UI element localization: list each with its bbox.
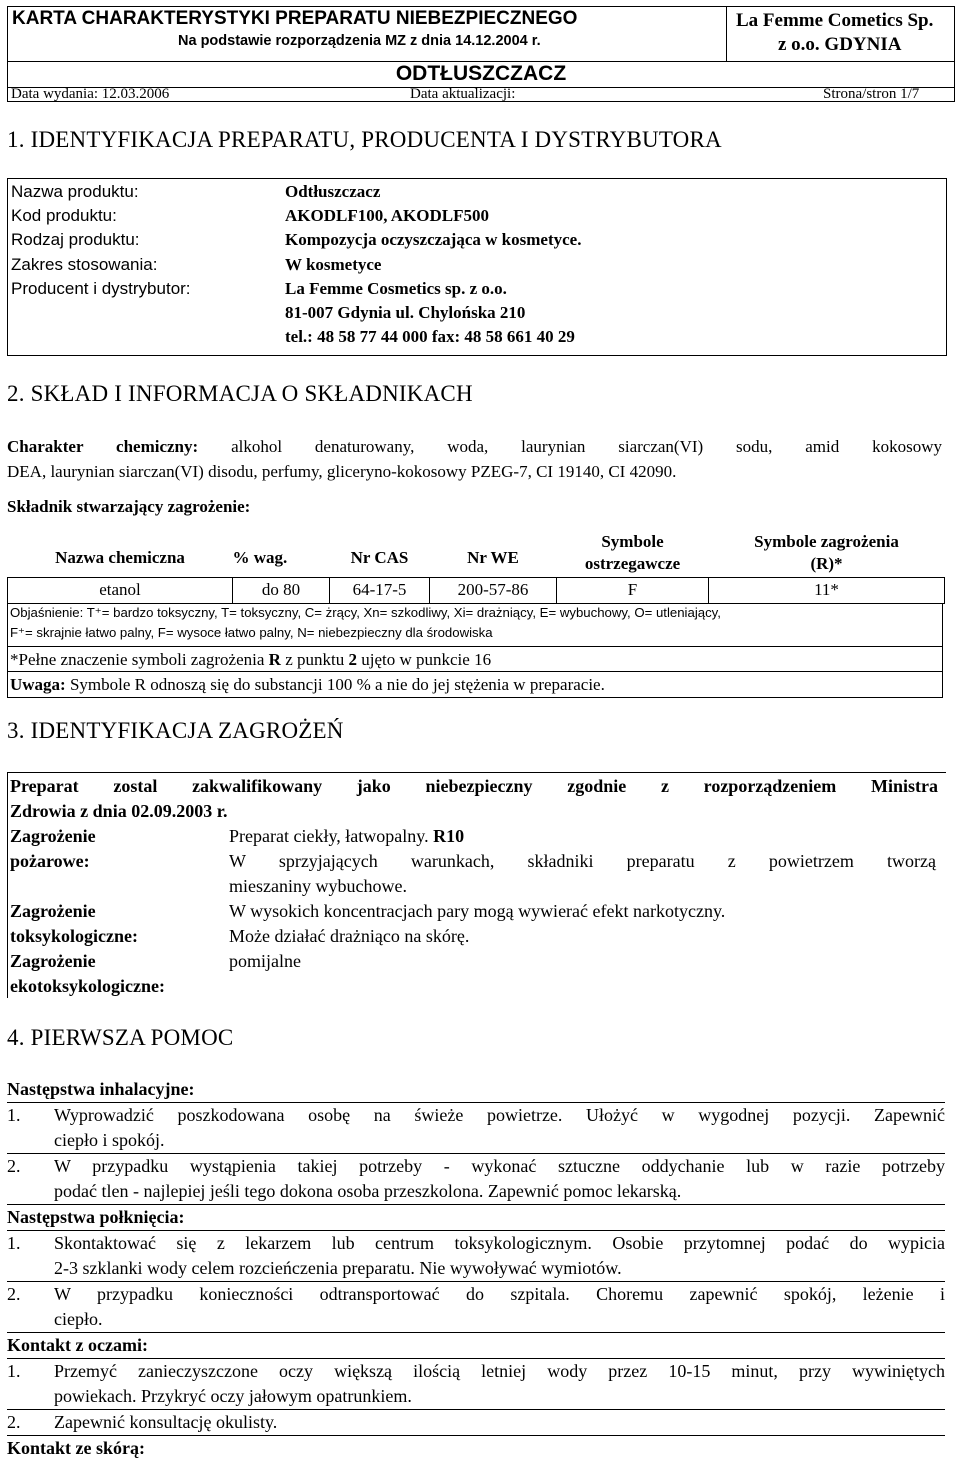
label-product-name: Nazwa produktu: bbox=[11, 182, 139, 201]
list-item: 1. Skontaktować się z lekarzem lub centrum toksykologicznym. Osobie przytomnej podać do wypicia 2-3 szklanki wody celem rozcieńczenia preparatu. Nie wywoływać wymiotów. bbox=[7, 1230, 945, 1281]
warning-text: Symbole R odnoszą się do substancji 100 % a nie do jej stężenia w preparacie. bbox=[65, 675, 605, 694]
product-info-values bbox=[285, 180, 925, 349]
list-item: 2. W przypadku wystąpienia takiej potrzeby - wykonać sztuczne oddychanie lub w razie potrzeby podać tlen - najlepiej jeśli tego dokona osoba przeszkolona. Zapewnić pomoc lekarską. bbox=[7, 1153, 945, 1204]
col-hazard-symbols: Symbole zagrożenia (R)* bbox=[709, 530, 945, 577]
section-1-title: 1. IDENTYFIKACJA PREPARATU, PRODUCENTA I DYSTRYBUTORA bbox=[7, 127, 722, 152]
value-address: 81-007 Gdynia ul. Chylońska 210 bbox=[285, 303, 526, 323]
product-heading: ODTŁUSZCZACZ bbox=[395, 62, 567, 85]
tox-hazard-text: W wysokich koncentracjach pary mogą wywierać efekt narkotyczny. Może działać drażniąco na skórę. bbox=[229, 901, 726, 946]
chemical-character bbox=[7, 434, 942, 484]
chemical-character-text-2: DEA, laurynian siarczan(VI) disodu, perfumy, gliceryno-kokosowy PZEG-7, CI 19140, CI 42090. bbox=[7, 462, 677, 481]
cell-cas: 64-17-5 bbox=[330, 577, 430, 603]
label-product-type: Rodzaj produktu: bbox=[11, 230, 140, 250]
product-info-labels bbox=[11, 180, 271, 301]
value-product-code: AKODLF100, AKODLF500 bbox=[285, 206, 490, 226]
section-4-title: 4. PIERWSZA POMOC bbox=[7, 1025, 234, 1050]
first-aid-box bbox=[7, 1077, 945, 1461]
company-city: z o.o. GDYNIA bbox=[778, 34, 902, 55]
col-cas: Nr CAS bbox=[330, 530, 430, 577]
section-2-title: 2. SKŁAD I INFORMACJA O SKŁADNIKACH bbox=[7, 381, 473, 406]
chemical-character-text-1: alkohol denaturowany, woda, laurynian siarczan(VI) sodu, amid kokosowy bbox=[231, 437, 943, 456]
label-producer: Producent i dystrybutor: bbox=[11, 278, 191, 298]
document-title: KARTA CHARAKTERYSTYKI PREPARATU NIEBEZPIECZNEGO bbox=[12, 8, 578, 29]
fire-hazard-label: Zagrożenie pożarowe: bbox=[10, 826, 96, 871]
col-we: Nr WE bbox=[430, 530, 557, 577]
col-chemical-name: Nazwa chemiczna bbox=[8, 530, 233, 577]
list-item: 1. Wyprowadzić poszkodowana osobę na świeże powietrze. Ułożyć w wygodnej pozycji. Zapewnić ciepło i spokój. bbox=[7, 1102, 945, 1153]
company-name: La Femme Cometics Sp. bbox=[736, 10, 934, 31]
hazard-identification-box bbox=[7, 772, 946, 998]
warning-label: Uwaga: bbox=[10, 675, 66, 694]
document-header bbox=[7, 6, 955, 102]
regulation-subtitle: Na podstawie rozporządzenia MZ z dnia 14.12.2004 r. bbox=[178, 33, 541, 49]
list-item: 1. Przemyć zanieczyszczone oczy większą ilością letniej wody przez 10-15 minut, przy wywiniętych powiekach. Przykryć oczy jałowym opatrunkiem. bbox=[7, 1358, 945, 1409]
symbols-explanation-line-2: F⁺= skrajnie łatwo palny, F= wysoce łatwo palny, N= niebezpieczny dla środowiska bbox=[10, 625, 493, 640]
update-date: Data aktualizacji: bbox=[410, 86, 516, 102]
issue-date: Data wydania: 12.03.2006 bbox=[11, 86, 170, 102]
eco-hazard-label: Zagrożenie ekotoksykologiczne: bbox=[10, 951, 165, 996]
list-item: 2. W przypadku konieczności odtransportować do szpitala. Choremu zapewnić spokój, leżenie i ciepło. bbox=[7, 1281, 945, 1332]
col-weight: % wag. bbox=[233, 530, 330, 577]
hazardous-ingredient-label: Składnik stwarzający zagrożenie: bbox=[7, 497, 251, 516]
value-product-type: Kompozycja oczyszczająca w kosmetyce. bbox=[285, 230, 582, 250]
label-product-code: Kod produktu: bbox=[11, 206, 117, 226]
skin-contact-label: Kontakt ze skórą: bbox=[7, 1435, 945, 1461]
label-scope: Zakres stosowania: bbox=[11, 254, 158, 274]
eye-contact-label: Kontakt z oczami: bbox=[7, 1332, 945, 1358]
value-producer: La Femme Cosmetics sp. z o.o. bbox=[285, 278, 507, 298]
section-3-title: 3. IDENTYFIKACJA ZAGROŻEŃ bbox=[7, 718, 344, 743]
chemical-character-label: Charakter chemiczny: bbox=[7, 437, 199, 456]
list-item: 2. Zapewnić konsultację okulisty. bbox=[7, 1409, 945, 1435]
eco-hazard-text: pomijalne bbox=[229, 951, 301, 971]
cell-name: etanol bbox=[8, 577, 233, 603]
value-scope: W kosmetyce bbox=[285, 254, 382, 274]
r-symbols-note: *Pełne znaczenie symboli zagrożenia R z punktu 2 ujęto w punkcie 16 bbox=[7, 647, 943, 672]
table-row bbox=[8, 577, 945, 603]
symbols-explanation bbox=[7, 603, 943, 647]
fire-hazard-text: Preparat ciekły, łatwopalny. R10 W sprzyjających warunkach, składniki preparatu z powietrzem tworzą mieszaniny wybuchowe. bbox=[229, 826, 936, 896]
warning-note bbox=[7, 672, 943, 698]
ingredient-table bbox=[7, 530, 945, 604]
cell-hazard-symbol: 11* bbox=[709, 577, 945, 603]
cell-we: 200-57-86 bbox=[430, 577, 557, 603]
ingestion-label: Następstwa połknięcia: bbox=[7, 1204, 945, 1230]
symbols-explanation-line-1: Objaśnienie: T⁺= bardzo toksyczny, T= toksyczny, C= żrący, Xn= szkodliwy, Xi= drażniący, E= wybuchowy, O= utleniający, bbox=[10, 605, 721, 620]
value-product-name: Odtłuszczacz bbox=[285, 182, 381, 201]
product-info-box bbox=[7, 178, 947, 356]
cell-warning-symbol: F bbox=[557, 577, 709, 603]
classification-intro-1: Preparat zostal zakwalifikowany jako niebezpieczny zgodnie z rozporządzeniem Ministra bbox=[10, 776, 938, 796]
value-phone: tel.: 48 58 77 44 000 fax: 48 58 661 40 29 bbox=[285, 327, 575, 347]
tox-hazard-label: Zagrożenie toksykologiczne: bbox=[10, 901, 138, 946]
inhalation-label: Następstwa inhalacyjne: bbox=[7, 1079, 195, 1099]
classification-intro-2: Zdrowia z dnia 02.09.2003 r. bbox=[10, 801, 228, 821]
cell-weight: do 80 bbox=[233, 577, 330, 603]
page-number: Strona/stron 1/7 bbox=[823, 86, 920, 102]
table-header-row bbox=[8, 530, 945, 577]
col-warning-symbols: Symbole ostrzegawcze bbox=[557, 530, 709, 577]
